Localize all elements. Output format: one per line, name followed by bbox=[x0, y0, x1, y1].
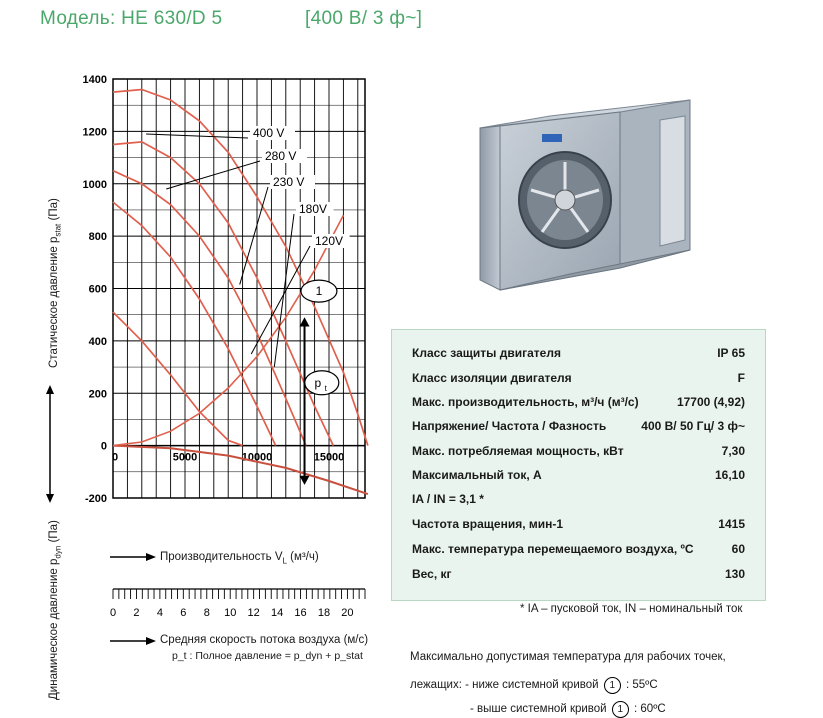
y-tick-label: 200 bbox=[88, 388, 107, 401]
voltage-label: 230 V bbox=[273, 175, 305, 189]
y-tick-label: 400 bbox=[88, 335, 107, 348]
static-pressure-axis-label: Статическое давление $p_{stat}$ (Па) bbox=[48, 198, 63, 368]
marker-pt-circle bbox=[305, 371, 339, 395]
x-tick-label: 10000 bbox=[241, 451, 273, 464]
y-tick-label: 1200 bbox=[82, 126, 107, 139]
voltage-label: 180V bbox=[299, 202, 328, 216]
spec-row: Класс изоляции двигателя F bbox=[412, 371, 745, 385]
velocity-tick-label: 14 bbox=[270, 607, 284, 619]
marker-pt-subscript: t bbox=[324, 383, 327, 393]
x-tick-label: 5000 bbox=[172, 451, 198, 464]
velocity-axis-caption: Средняя скорость потока воздуха (м/с) bbox=[160, 634, 369, 646]
temperature-note-line2: лежащих: - ниже системной кривой 1 : 55ºС bbox=[410, 677, 658, 694]
system-curve-circle-icon: 1 bbox=[612, 701, 629, 718]
velocity-tick-label: 0 bbox=[109, 607, 117, 619]
x-tick-label: 15000 bbox=[313, 451, 345, 464]
flow-arrow-icon bbox=[108, 550, 158, 564]
spec-row: Класс защиты двигателя IP 65 bbox=[412, 346, 745, 360]
voltage-label: 120V bbox=[315, 234, 344, 248]
y-tick-label: 0 bbox=[100, 440, 107, 453]
power-title: [400 В/ 3 ф~] bbox=[305, 8, 423, 29]
spec-row: Напряжение/ Частота / Фазность 400 В/ 50 Гц/ 3 ф~ bbox=[412, 419, 745, 433]
velocity-tick-label: 10 bbox=[224, 607, 237, 619]
y-tick-label: 800 bbox=[88, 231, 107, 244]
velocity-tick-label: 18 bbox=[317, 607, 331, 619]
total-pressure-note: p_t : Полное давление = p_dyn + p_stat bbox=[172, 650, 363, 662]
temperature-note-line3: - выше системной кривой 1 : 60ºС bbox=[470, 701, 666, 718]
spec-row: Частота вращения, мин-1 1415 bbox=[412, 517, 745, 531]
velocity-tick-label: 6 bbox=[180, 607, 187, 619]
y-tick-label: 1400 bbox=[82, 74, 107, 86]
velocity-arrow-icon bbox=[108, 634, 158, 648]
velocity-tick-label: 2 bbox=[133, 607, 140, 619]
velocity-tick-label: 4 bbox=[156, 607, 163, 619]
spec-row: IA / IN = 3,1 * bbox=[412, 492, 484, 506]
temperature-note-line1: Максимально допустимая температура для рабочих точек, bbox=[410, 651, 726, 663]
flow-axis-caption: Производительность $V_L$ (м³/ч) bbox=[160, 551, 319, 566]
x-tick-label: 0 bbox=[111, 451, 119, 464]
model-title: Модель: HE 630/D 5 bbox=[40, 8, 223, 29]
spec-row: Макс. температура перемещаемого воздуха, ºС 60 bbox=[412, 542, 745, 556]
spec-row: Максимальный ток, А 16,10 bbox=[412, 468, 745, 482]
system-curve-circle-icon: 1 bbox=[604, 677, 621, 694]
velocity-tick-label: 16 bbox=[294, 607, 307, 619]
spec-row: Макс. потребляемая мощность, кВт 7,30 bbox=[412, 444, 745, 458]
current-footnote: * IA – пусковой ток, IN – номинальный ток bbox=[520, 603, 743, 615]
dynamic-pressure-axis-label: Динамическое давление $p_{dyn}$ (Па) bbox=[48, 520, 63, 700]
marker-1-label: 1 bbox=[315, 284, 323, 299]
velocity-tick-label: 20 bbox=[341, 607, 354, 619]
velocity-tick-label: 8 bbox=[203, 607, 210, 619]
voltage-label: 400 V bbox=[253, 126, 285, 140]
y-tick-label: -200 bbox=[84, 493, 107, 505]
velocity-tick-label: 12 bbox=[247, 607, 260, 619]
y-tick-label: 1000 bbox=[82, 178, 107, 191]
voltage-label: 280 V bbox=[265, 149, 297, 163]
marker-pt-label: p bbox=[314, 375, 322, 390]
spec-row: Макс. производительность, м³/ч (м³/с) 17700 (4,92) bbox=[412, 395, 745, 409]
spec-row: Вес, кг 130 bbox=[412, 567, 745, 581]
fan-unit-image bbox=[470, 90, 700, 305]
velocity-scale bbox=[0, 585, 380, 625]
y-tick-label: 600 bbox=[88, 283, 107, 296]
fan-performance-chart bbox=[0, 0, 380, 520]
spec-table bbox=[391, 329, 766, 601]
